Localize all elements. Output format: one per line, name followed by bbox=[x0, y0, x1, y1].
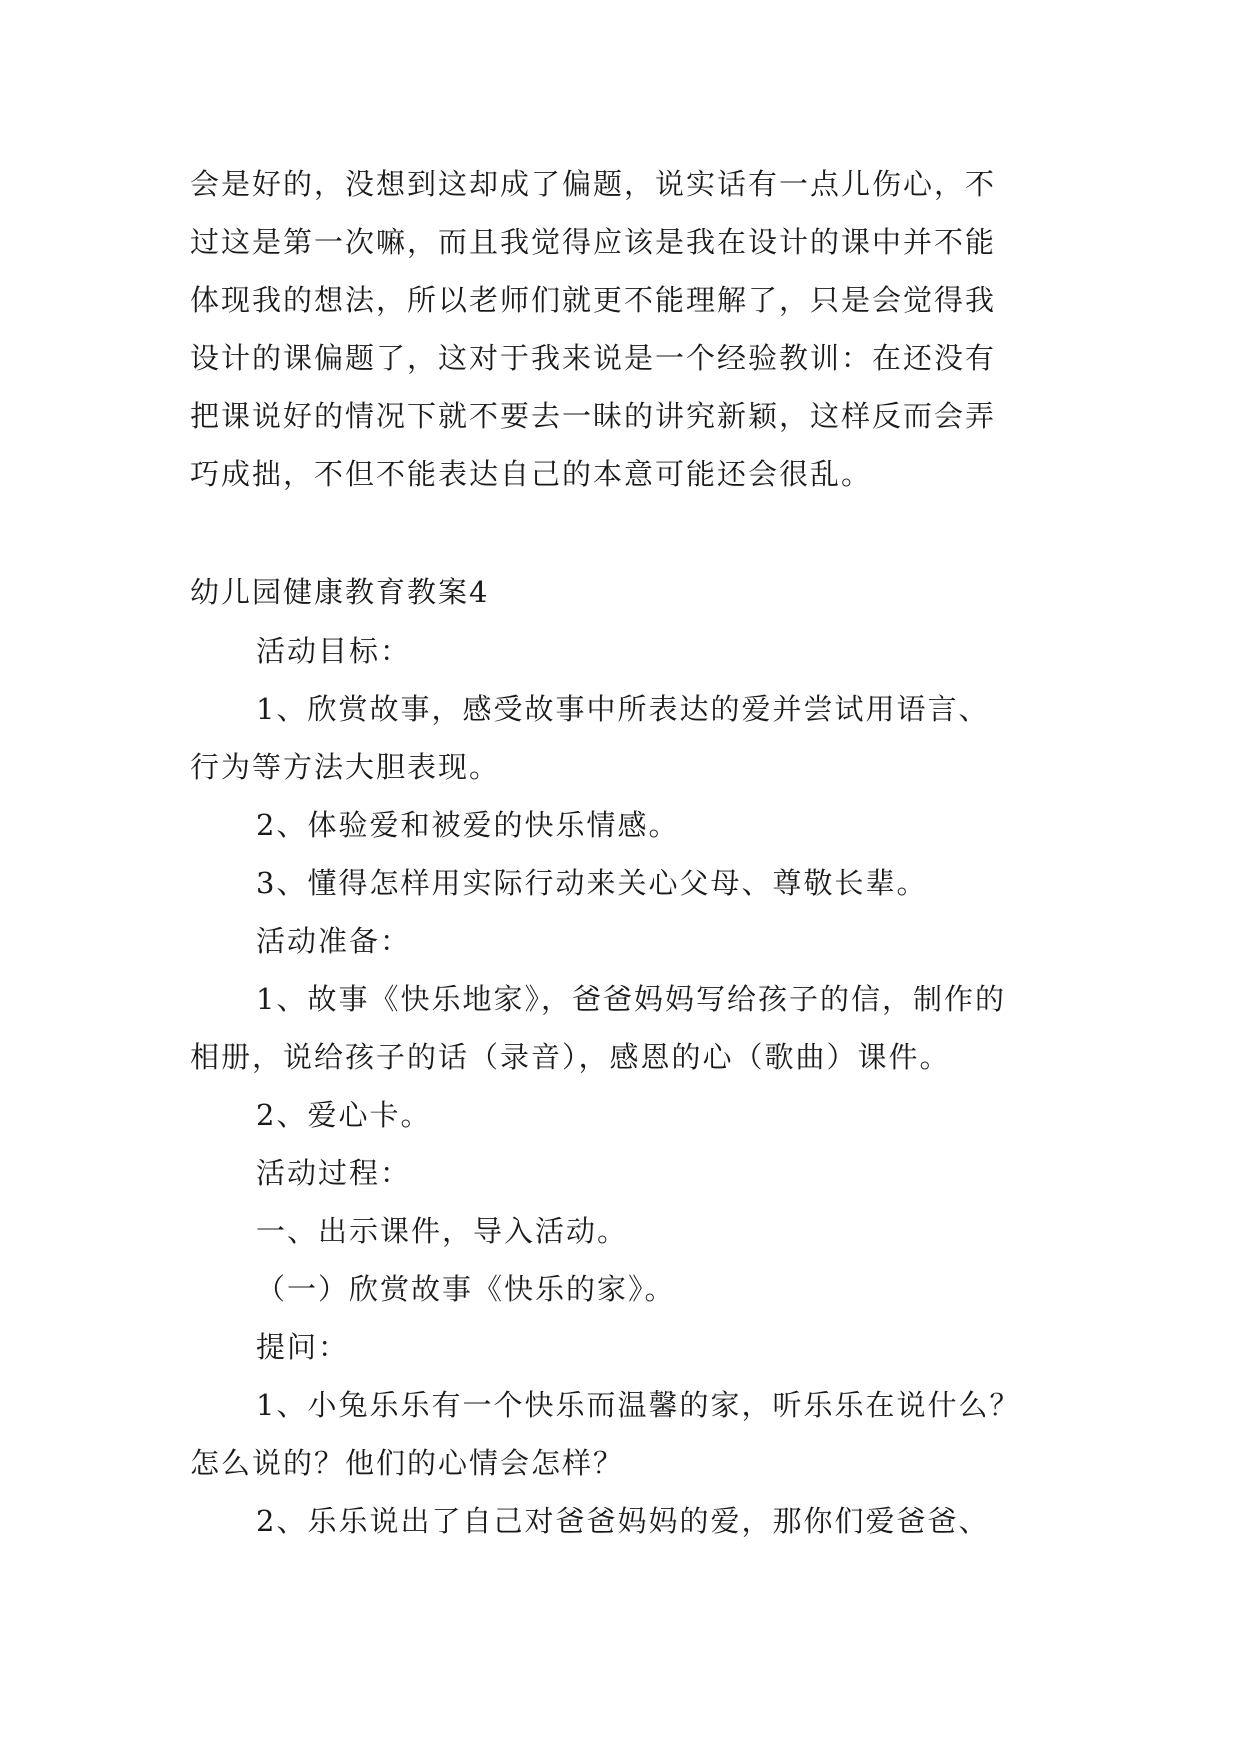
body-line: （一）欣赏故事《快乐的家》。 bbox=[256, 1272, 676, 1306]
paragraph-line: 巧成拙，不但不能表达自己的本意可能还会很乱。 bbox=[190, 457, 873, 491]
body-line: 怎么说的？他们的心情会怎样？ bbox=[190, 1446, 625, 1480]
body-line: 活动过程： bbox=[256, 1156, 412, 1190]
body-line: 行为等方法大胆表现。 bbox=[190, 750, 501, 784]
body-line: 2、爱心卡。 bbox=[256, 1098, 432, 1132]
paragraph-line: 过这是第一次嘛，而且我觉得应该是我在设计的课中并不能 bbox=[190, 225, 997, 259]
intro-paragraph bbox=[190, 155, 1060, 503]
lesson-plan-body bbox=[190, 622, 1060, 1550]
body-line: 1、小兔乐乐有一个快乐而温馨的家，听乐乐在说什么？ bbox=[256, 1388, 1021, 1422]
section-title: 幼儿园健康教育教案4 bbox=[190, 575, 490, 609]
body-line: 3、懂得怎样用实际行动来关心父母、尊敬长辈。 bbox=[256, 866, 928, 900]
body-line: 相册，说给孩子的话（录音），感恩的心（歌曲）课件。 bbox=[190, 1040, 951, 1074]
body-line: 1、欣赏故事，感受故事中所表达的爱并尝试用语言、 bbox=[256, 692, 990, 726]
body-line: 2、乐乐说出了自己对爸爸妈妈的爱，那你们爱爸爸、 bbox=[256, 1504, 990, 1538]
body-line: 活动准备： bbox=[256, 924, 412, 958]
paragraph-line: 把课说好的情况下就不要去一昧的讲究新颖，这样反而会弄 bbox=[190, 399, 997, 433]
body-line: 1、故事《快乐地家》，爸爸妈妈写给孩子的信，制作的 bbox=[256, 982, 1006, 1016]
section-heading bbox=[190, 563, 1060, 621]
body-line: 2、体验爱和被爱的快乐情感。 bbox=[256, 808, 680, 842]
body-line: 活动目标： bbox=[256, 634, 412, 668]
body-line: 提问： bbox=[256, 1330, 350, 1364]
paragraph-line: 设计的课偏题了，这对于我来说是一个经验教训：在还没有 bbox=[190, 341, 997, 375]
body-line: 一、出示课件，导入活动。 bbox=[256, 1214, 629, 1248]
paragraph-line: 会是好的，没想到这却成了偏题，说实话有一点儿伤心，不 bbox=[190, 167, 997, 201]
paragraph-line: 体现我的想法，所以老师们就更不能理解了，只是会觉得我 bbox=[190, 283, 997, 317]
